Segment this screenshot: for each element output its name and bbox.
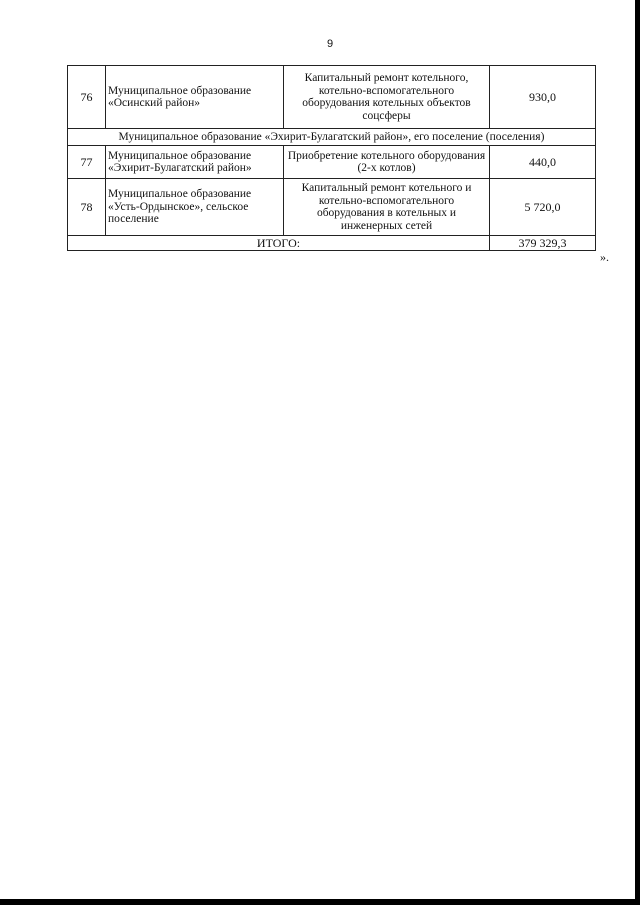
section-header: Муниципальное образование «Эхирит-Булагатский район», его поселение (поселения) — [68, 129, 596, 146]
total-row — [68, 236, 596, 251]
total-amount: 379 329,3 — [490, 236, 596, 251]
work-description-cell: Приобретение котельного оборудования (2-х котлов) — [284, 146, 490, 179]
row-number: 78 — [68, 179, 106, 236]
row-number: 76 — [68, 66, 106, 129]
scan-edge-bottom — [0, 899, 640, 905]
table-row — [68, 146, 596, 179]
closing-quote: ». — [600, 250, 609, 264]
amount-cell: 440,0 — [490, 146, 596, 179]
section-header-row — [68, 129, 596, 146]
municipality-cell: Муниципальное образование «Осинский район» — [106, 66, 284, 129]
municipality-cell: Муниципальное образование «Усть-Ордынское», сельское поселение — [106, 179, 284, 236]
amount-cell: 5 720,0 — [490, 179, 596, 236]
row-number: 77 — [68, 146, 106, 179]
table-row — [68, 66, 596, 129]
table-row — [68, 179, 596, 236]
funding-table — [67, 65, 596, 251]
municipality-cell: Муниципальное образование «Эхирит-Булагатский район» — [106, 146, 284, 179]
amount-cell: 930,0 — [490, 66, 596, 129]
page-number: 9 — [326, 38, 334, 50]
total-label: ИТОГО: — [68, 236, 490, 251]
work-description-cell: Капитальный ремонт котельного, котельно-вспомогательного оборудования котельных объектов соцсферы — [284, 66, 490, 129]
work-description-cell: Капитальный ремонт котельного и котельно-вспомогательного оборудования в котельных и инженерных сетей — [284, 179, 490, 236]
scan-edge-right — [635, 0, 640, 905]
